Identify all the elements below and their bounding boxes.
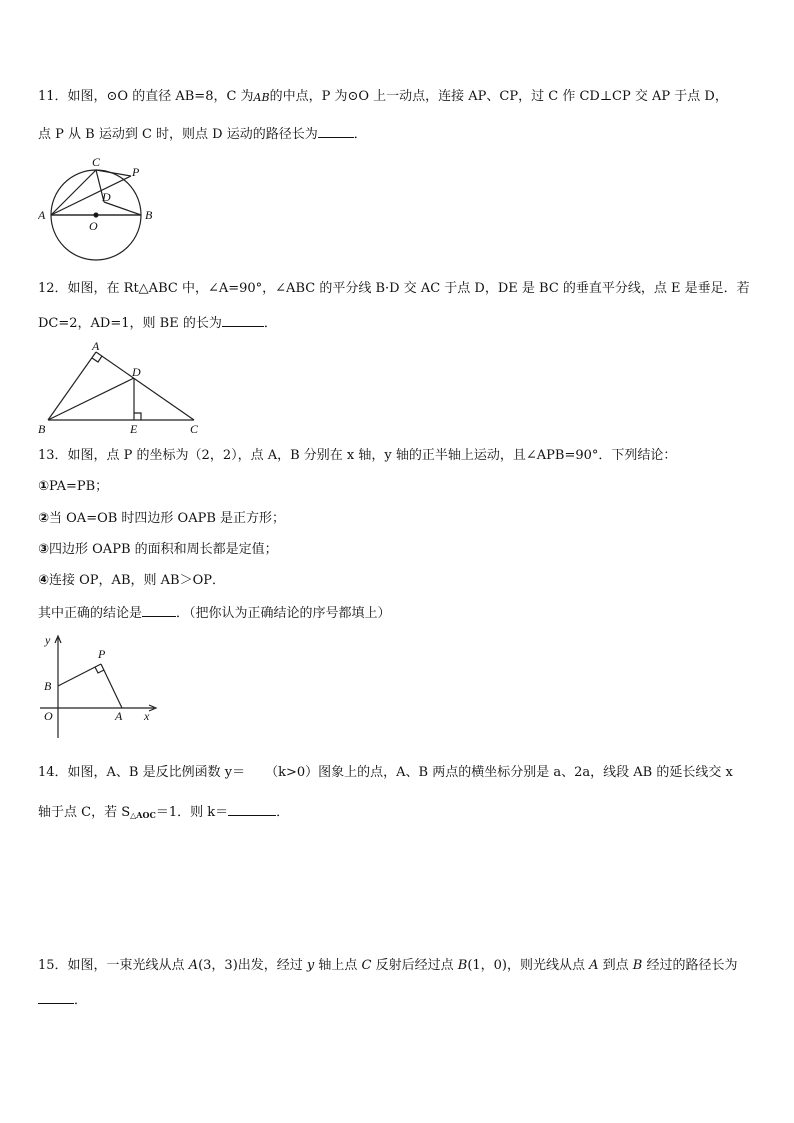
q12-label-e: E — [130, 422, 138, 436]
q11-seg-cp — [96, 170, 131, 176]
q11-label-p: P — [132, 165, 140, 179]
q11-label-c: C — [92, 155, 101, 169]
q11-line1 — [38, 88, 728, 106]
q13-c4: 连接 OP，AB，则 AB＞OP． — [49, 573, 225, 588]
q13-ans-a: 其中正确的结论是 — [38, 606, 143, 621]
q11-center-dot — [94, 213, 98, 217]
q14-text-b: （k>0）图象上的点，A、B 两点的横坐标分别是 a、2a，线段 AB 的延长线交 x — [265, 765, 733, 780]
q13-text: 13．如图，点 P 的坐标为（2，2），点 A，B 分别在 x 轴，y 轴的正半轴上运动，且∠APB=90°．下列结论： — [38, 448, 677, 463]
q13-label-y: y — [45, 633, 51, 647]
q15-end: ． — [74, 993, 88, 1008]
q12-line1 — [38, 280, 750, 298]
q15-p7: 经过的路径长为 — [642, 958, 738, 973]
q12-right-angle-e — [134, 413, 141, 420]
q15-p2: (3，3)出发，经过 — [198, 958, 307, 973]
q12-label-a: A — [92, 340, 100, 353]
q11-line2 — [38, 124, 367, 144]
q12-line2 — [38, 313, 277, 333]
q14-line1 — [38, 764, 733, 782]
q13-figure — [38, 628, 162, 744]
q12-text-a: 12．如图，在 Rt△ABC 中，∠A=90°，∠ABC 的平分线 B·D 交 AC 于点 D，DE 是 BC 的垂直平分线，点 E 是垂足．若 — [38, 281, 750, 296]
q14-text-d: ＝1．则 k＝ — [155, 805, 229, 820]
q11-label-o: O — [89, 219, 98, 233]
q11-answer-blank — [318, 124, 354, 138]
q14-text-e: ． — [276, 805, 290, 820]
q15-point-c: C — [361, 958, 372, 973]
q12-figure — [36, 340, 206, 438]
q11-text-d: ． — [353, 127, 367, 142]
q11-text-a: 11．如图，⊙O 的直径 AB=8，C 为 — [38, 89, 254, 104]
q13-conclusion-2 — [38, 510, 285, 528]
q12-label-c: C — [190, 422, 199, 436]
q15-p6: 到点 — [598, 958, 633, 973]
q15-p4: 反射后经过点 — [371, 958, 458, 973]
q11-label-a: A — [38, 208, 46, 222]
q13-seg-pa — [101, 664, 122, 708]
q14-text-a: 14．如图，A、B 是反比例函数 y＝ — [38, 765, 246, 780]
q12-right-angle-a — [92, 356, 102, 362]
q14-line2 — [38, 802, 289, 824]
q11-label-b: B — [145, 208, 153, 222]
q13-num-4: ④ — [38, 573, 50, 588]
q13-c2: 当 OA=OB 时四边形 OAPB 是正方形； — [49, 511, 286, 526]
q13-label-o: O — [44, 709, 53, 723]
q14-text-c: 轴于点 C，若 S — [38, 805, 131, 820]
q12-seg-bd — [48, 378, 134, 420]
q14-sub-aoc: △AOC — [130, 810, 156, 820]
q15-p3: 轴上点 — [314, 958, 362, 973]
q12-label-d: D — [132, 365, 141, 379]
q13-label-p: P — [98, 647, 106, 661]
q13-conclusion-3 — [38, 541, 278, 559]
q15-line1 — [38, 957, 738, 975]
q13-conclusion-1 — [38, 478, 108, 496]
q11-seg-ac — [51, 170, 96, 215]
q15-answer-blank — [38, 990, 74, 1004]
q12-seg-ab — [48, 352, 96, 420]
q13-c1: PA=PB； — [49, 479, 109, 494]
q13-ans-b: ．（把你认为正确结论的序号都填上） — [176, 606, 391, 621]
q11-seg-ap — [51, 176, 131, 215]
q15-point-a: A — [188, 958, 199, 973]
q12-text-c: ． — [263, 316, 277, 331]
q11-arc-ab: AB — [253, 91, 270, 104]
q15-p1: 15．如图，一束光线从点 — [38, 958, 189, 973]
q15-point-b2: B — [632, 958, 643, 973]
q11-text-c: 点 P 从 B 运动到 C 时，则点 D 运动的路径长为 — [38, 127, 318, 142]
q13-conclusion-4 — [38, 572, 225, 590]
q13-answer-blank — [142, 603, 176, 617]
q15-line2 — [38, 990, 87, 1010]
q13-num-1: ① — [38, 479, 50, 494]
q15-point-a2: A — [589, 958, 599, 973]
q13-label-b: B — [44, 679, 52, 693]
q13-num-3: ③ — [38, 542, 50, 557]
q11-label-d: D — [102, 190, 111, 204]
q12-answer-blank — [222, 313, 264, 327]
q13-c3: 四边形 OAPB 的面积和周长都是定值； — [49, 542, 278, 557]
q11-text-b: 的中点，P 为⊙O 上一动点，连接 AP、CP，过 C 作 CD⊥CP 交 AP 于点 D， — [269, 89, 728, 104]
q13-num-2: ② — [38, 511, 50, 526]
q14-answer-blank — [228, 802, 276, 816]
q12-seg-ac — [96, 352, 194, 420]
q12-label-b: B — [38, 422, 46, 436]
q11-figure — [38, 152, 168, 262]
q13-label-x: x — [144, 709, 150, 723]
q13-answer-line — [38, 603, 391, 623]
q12-text-b: DC=2，AD=1，则 BE 的长为 — [38, 316, 222, 331]
q15-point-b: B — [457, 958, 468, 973]
q15-p5: (1，0)，则光线从点 — [467, 958, 590, 973]
q13-label-a: A — [115, 709, 123, 723]
q15-axis-y: y — [306, 958, 315, 973]
q13-line1 — [38, 447, 676, 465]
